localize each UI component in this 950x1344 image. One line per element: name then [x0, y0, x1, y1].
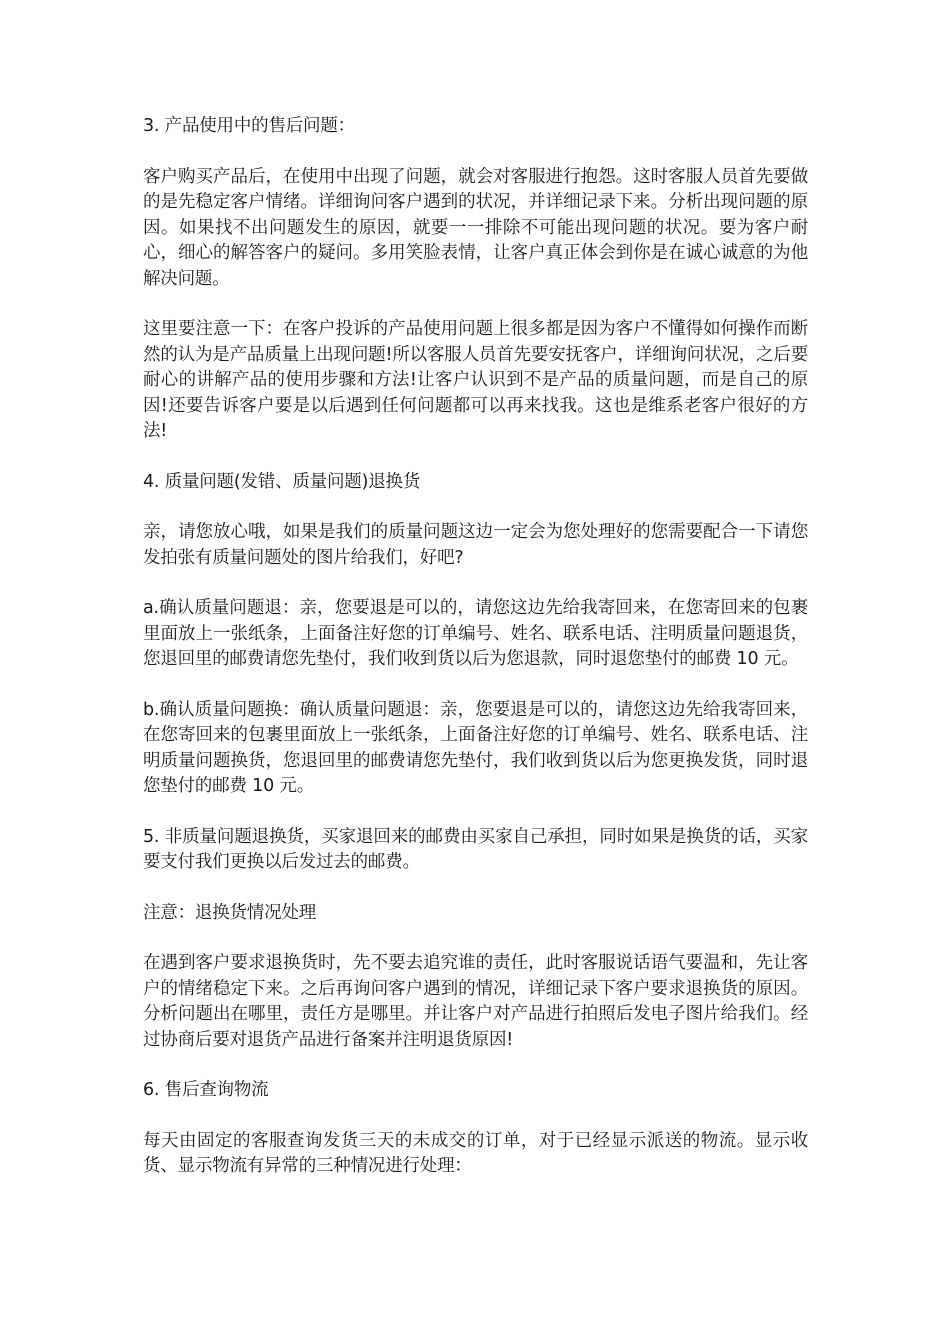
paragraph-after-sales-usage: 客户购买产品后，在使用中出现了问题，就会对客服进行抱怨。这时客服人员首先要做的是先稳定客户情绪。详细询问客户遇到的状况，并详细记录下来。分析出现问题的原因。如果找不出问题发生的原因，就要一一排除不可能出现问题的状况。要为客户耐心，细心的解答客户的疑问。多用笑脸表情，让客户真正体会到你是在诚心诚意的为他解决问题。	[143, 166, 808, 289]
section-heading-4: 4. 质量问题(发错、质量问题)退换货	[143, 471, 421, 492]
paragraph-confirm-exchange: b.确认质量问题换：确认质量问题退：亲，您要退是可以的，请您这边先给我寄回来，在您寄回来的包裹里面放上一张纸条，上面备注好您的订单编号、姓名、联系电话、注明质量问题换货，您退回里的邮费请您先垫付，我们收到货以后为您更换发货，同时退您垫付的邮费 10 元。	[143, 699, 808, 796]
paragraph-note-usage: 这里要注意一下：在客户投诉的产品使用问题上很多都是因为客户不懂得如何操作而断然的认为是产品质量上出现问题!所以客服人员首先要安抚客户，详细询问状况，之后要耐心的讲解产品的使用步骤和方法!让客户认识到不是产品的质量问题，而是自己的原因!还要告诉客户要是以后遇到任何问题都可以再来找我。这也是维系老客户很好的方法!	[143, 319, 808, 441]
paragraph-confirm-return: a.确认质量问题退：亲，您要退是可以的，请您这边先给我寄回来，在您寄回来的包裹里面放上一张纸条，上面备注好您的订单编号、姓名、联系电话、注明质量问题退货，您退回里的邮费请您先垫付，我们收到货以后为您退款，同时退您垫付的邮费 10 元。	[143, 598, 808, 669]
paragraph-reassure-customer: 亲，请您放心哦，如果是我们的质量问题这边一定会为您处理好的您需要配合一下请您发拍张有质量问题处的图片给我们，好吧?	[143, 522, 808, 568]
section-heading-3: 3. 产品使用中的售后问题：	[143, 116, 355, 136]
section-heading-6: 6. 售后查询物流	[143, 1080, 269, 1100]
section-heading-5: 5. 非质量问题退换货，买家退回来的邮费由买家自己承担，同时如果是换货的话，买家要支付我们更换以后发过去的邮费。	[143, 826, 808, 872]
paragraph-return-handling: 在遇到客户要求退换货时，先不要去追究谁的责任，此时客服说话语气要温和，先让客户的情绪稳定下来。之后再询问客户遇到的情况，详细记录下客户要求退换货的原因。分析问题出在哪里，责任方是哪里。并让客户对产品进行拍照后发电子图片给我们。经过协商后要对退货产品进行备案并注明退货原因!	[143, 953, 808, 1050]
note-heading: 注意：退换货情况处理	[143, 902, 316, 923]
document-page	[143, 114, 808, 1205]
paragraph-logistics-query: 每天由固定的客服查询发货三天的未成交的订单，对于已经显示派送的物流。显示收货、显示物流有异常的三种情况进行处理：	[143, 1130, 808, 1176]
